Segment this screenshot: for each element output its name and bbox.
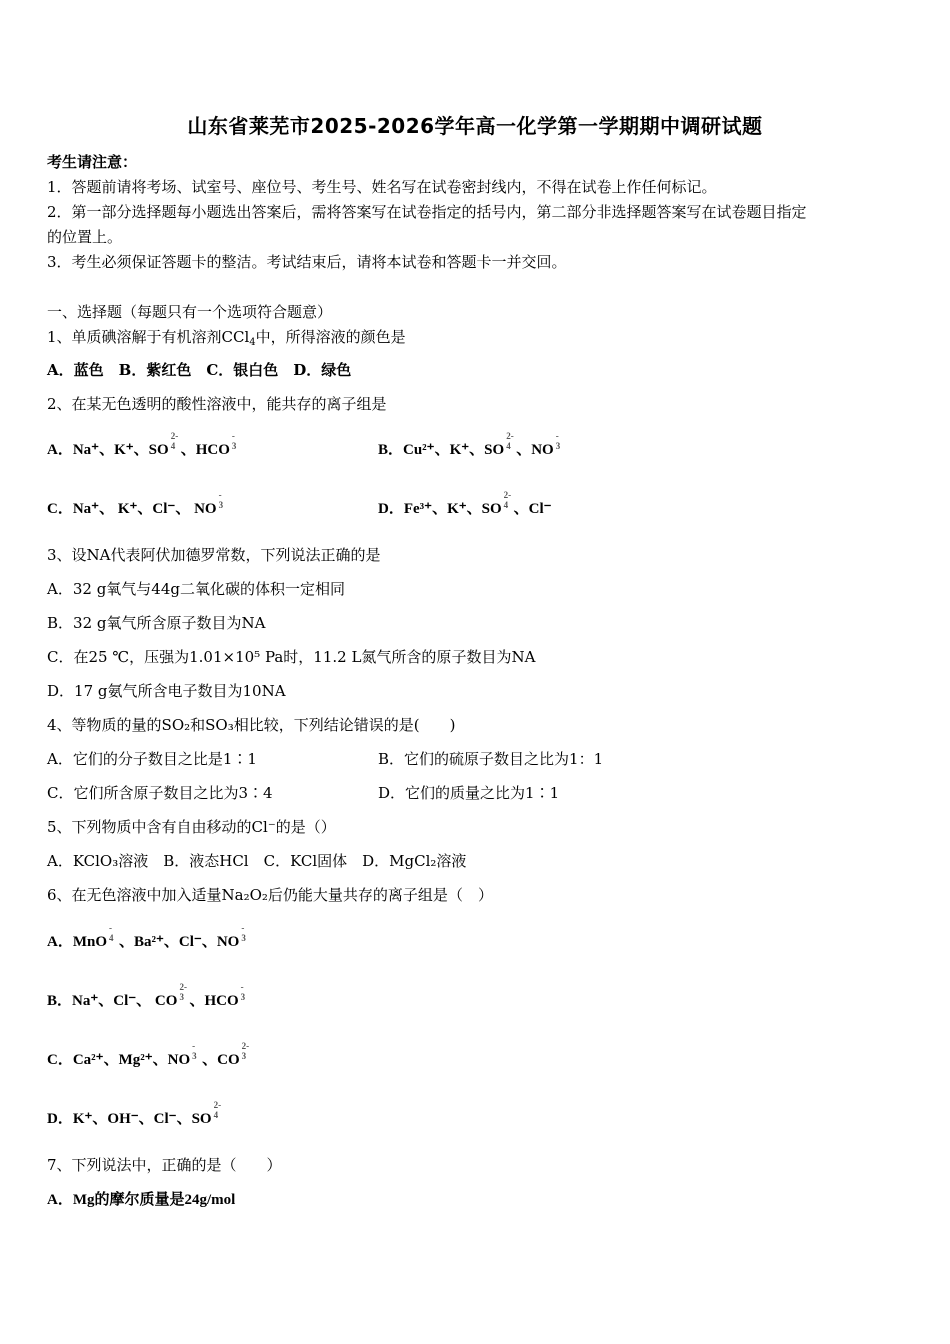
- question-3-stem: 3、设NA代表阿伏加德罗常数，下列说法正确的是: [47, 546, 381, 564]
- notice-heading: 考生请注意：: [47, 153, 138, 171]
- question-7-option-a: A．Mg的摩尔质量是24g/mol: [47, 1192, 236, 1208]
- question-4-option-a: A．它们的分子数目之比是1∶1: [47, 750, 257, 768]
- question-6-option-d: D．K⁺、OH⁻、Cl⁻、SO 2- 4: [47, 1100, 222, 1127]
- question-5-stem: 5、下列物质中含有自由移动的Cl⁻的是（）: [47, 818, 336, 836]
- question-4-stem: 4、等物质的量的SO₂和SO₃相比较，下列结论错误的是( ): [47, 716, 456, 734]
- notice-item-2: 2．第一部分选择题每小题选出答案后，需将答案写在试卷指定的括号内，第二部分非选择题答案写在试卷题目指定: [47, 203, 807, 221]
- notice-item-2-cont: 的位置上。: [47, 228, 123, 246]
- question-2-option-b: B．Cu²⁺、K⁺、SO 2- 4 、NO - 3: [378, 431, 561, 458]
- question-6-stem: 6、在无色溶液中加入适量Na₂O₂后仍能大量共存的离子组是（ ）: [47, 886, 493, 904]
- notice-item-1: 1．答题前请将考场、试室号、座位号、考生号、姓名写在试卷密封线内，不得在试卷上作任何标记。: [47, 178, 717, 196]
- section-heading: 一、选择题（每题只有一个选项符合题意）: [47, 303, 333, 321]
- question-3-option-a: A．32 g氧气与44g二氧化碳的体积一定相同: [47, 580, 345, 598]
- question-2-option-a: A．Na⁺、K⁺、SO 2- 4 、HCO - 3: [47, 431, 237, 458]
- question-2-option-d: D．Fe³⁺、K⁺、SO 2- 4 、Cl⁻: [378, 490, 552, 517]
- question-5-options: A．KClO₃溶液 B．液态HCl C．KCl固体 D．MgCl₂溶液: [47, 852, 467, 870]
- question-3-option-c: C．在25 ℃，压强为1.01×10⁵ Pa时，11.2 L氮气所含的原子数目为NA: [47, 648, 536, 666]
- question-2-option-c: C．Na⁺、 K⁺、Cl⁻、 NO - 3: [47, 490, 224, 517]
- notice-item-3: 3．考生必须保证答题卡的整洁。考试结束后，请将本试卷和答题卡一并交回。: [47, 253, 567, 271]
- question-7-stem: 7、下列说法中，正确的是（ ）: [47, 1156, 282, 1174]
- question-4-option-b: B．它们的硫原子数目之比为1：1: [378, 750, 604, 768]
- question-3-option-d: D．17 g氨气所含电子数目为10NA: [47, 682, 286, 700]
- question-3-option-b: B．32 g氧气所含原子数目为NA: [47, 614, 266, 632]
- page-title: 山东省莱芜市2025-2026学年高一化学第一学期期中调研试题: [187, 114, 763, 138]
- question-6-option-c: C．Ca²⁺、Mg²⁺、NO - 3 、CO 2- 3: [47, 1041, 250, 1068]
- question-6-option-b: B．Na⁺、Cl⁻、 CO 2- 3 、HCO - 3: [47, 982, 246, 1009]
- question-4-option-c: C．它们所含原子数目之比为3∶4: [47, 784, 273, 802]
- question-6-option-a: A．MnO - 4 、Ba²⁺、Cl⁻、NO - 3: [47, 923, 246, 950]
- question-4-option-d: D．它们的质量之比为1∶1: [378, 784, 560, 802]
- question-1-options: A．蓝色 B．紫红色 C．银白色 D．绿色: [47, 361, 352, 379]
- question-1-stem: 1、单质碘溶解于有机溶剂CCl$_4$中，所得溶液的颜色是: [47, 328, 406, 348]
- question-2-stem: 2、在某无色透明的酸性溶液中，能共存的离子组是: [47, 395, 387, 413]
